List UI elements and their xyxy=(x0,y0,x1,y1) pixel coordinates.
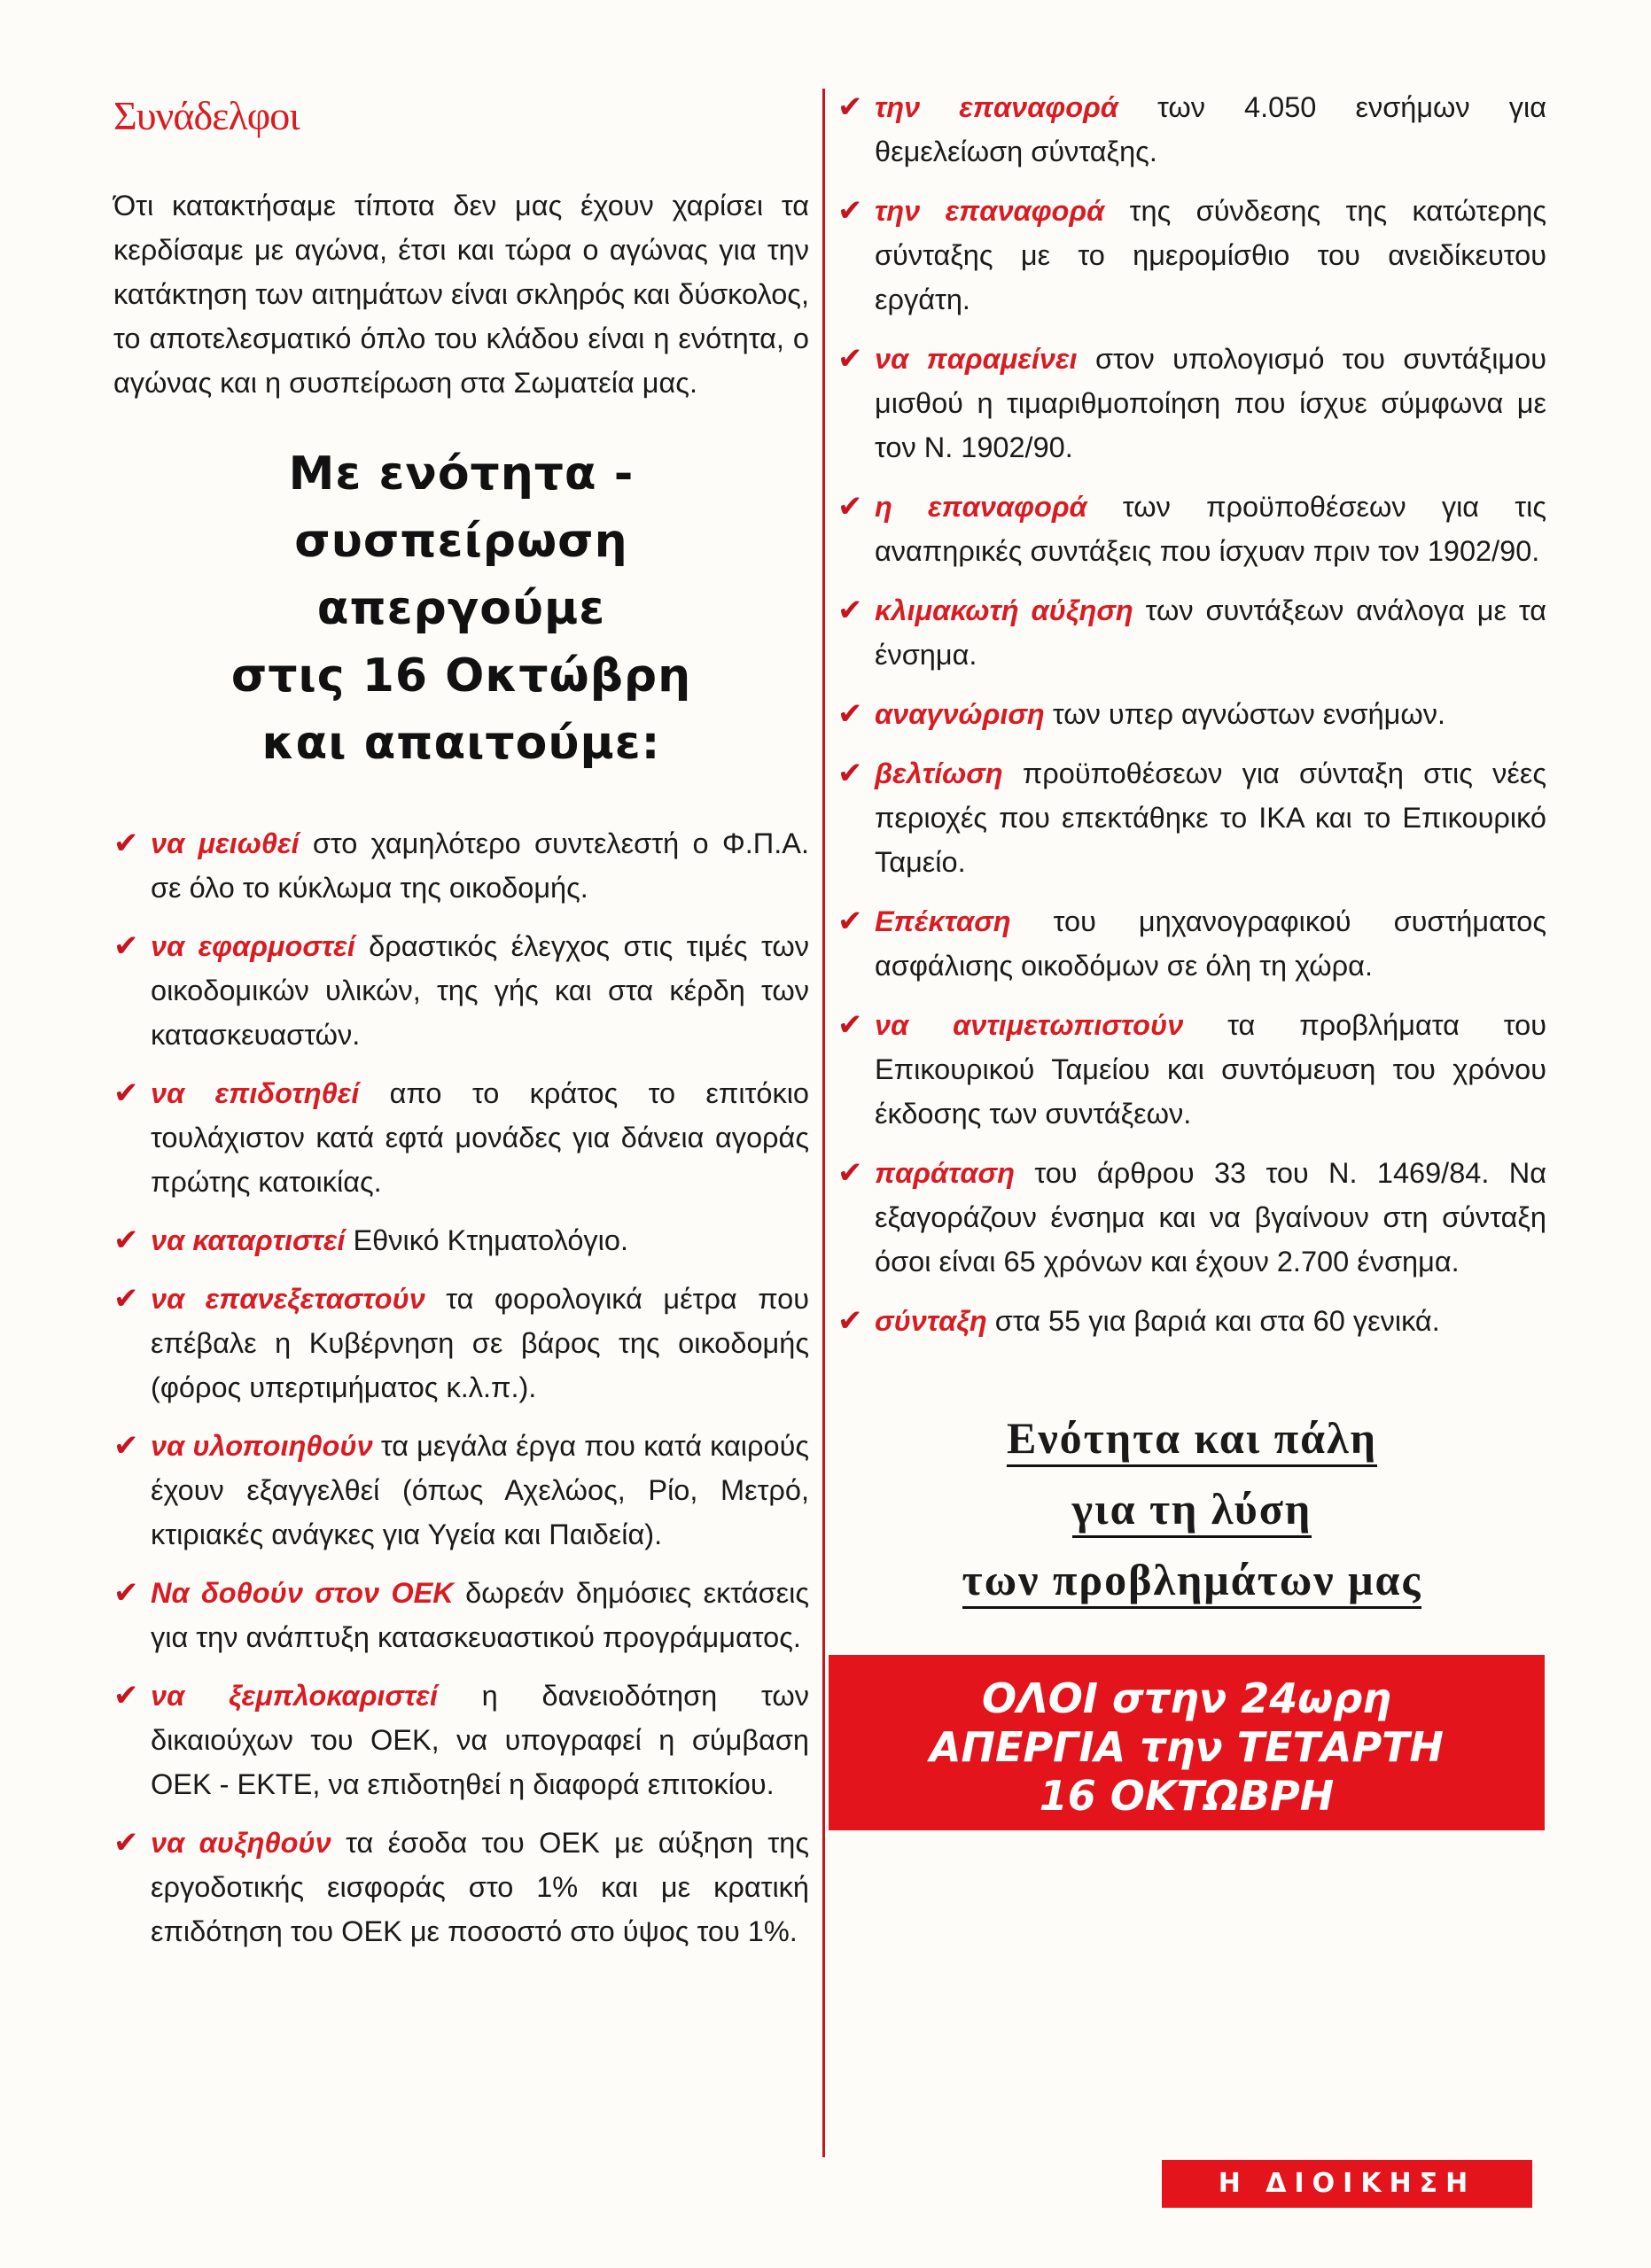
demand-keyword: αναγνώριση xyxy=(875,698,1045,730)
slogan-line: και απαιτούμε: xyxy=(261,717,661,770)
demand-keyword: την επαναφορά xyxy=(875,195,1105,227)
demand-item xyxy=(837,337,1546,470)
slogan-line: Με ενότητα - xyxy=(288,447,635,501)
demand-keyword: να αυξηθούν xyxy=(151,1827,331,1859)
demand-text: η δανειοδότηση των δικαιούχων του ΟΕΚ, να υπογραφεί η σύμβαση ΟΕΚ - ΕΚΤΕ, να επιδοτηθεί η διαφορά επιτοκίου. xyxy=(151,1680,809,1800)
demand-item xyxy=(837,899,1546,988)
demand-keyword: παράταση xyxy=(875,1157,1015,1189)
checkmark-icon: ✔ xyxy=(113,1076,139,1110)
demand-text: τα προβλήματα του Επικουρικού Ταμείου και συντόμευση του χρόνου έκδοσης των συντάξεων. xyxy=(875,1009,1547,1130)
slogan-line: απεργούμε xyxy=(316,582,606,635)
demand-text: δωρεάν δημόσιες εκτάσεις για την ανάπτυξη κατασκευαστικού προγράμματος. xyxy=(151,1577,810,1653)
checkmark-icon: ✔ xyxy=(113,827,139,860)
demand-text: τα φορολογικά μέτρα που επέβαλε η Κυβέρνηση σε βάρος της οικοδομής (φόρος υπερτιμήματος κ.λ.π.). xyxy=(151,1283,810,1403)
checkmark-icon: ✔ xyxy=(113,1576,139,1610)
checkmark-icon: ✔ xyxy=(113,1826,139,1860)
checkmark-icon: ✔ xyxy=(837,90,863,124)
closing-slogan xyxy=(837,1405,1546,1612)
demand-text: στο χαμηλότερο συντελεστή ο Φ.Π.Α. σε όλο το κύκλωμα της οικοδομής. xyxy=(151,827,810,904)
demand-text: της σύνδεσης της κατώτερης σύνταξης με το ημερομίσθιο του ανειδίκευτου εργάτη. xyxy=(875,195,1547,315)
strike-line: ΟΛΟΙ στην 24ωρη xyxy=(982,1674,1391,1722)
demand-text: των συντάξεων ανάλογα με τα ένσημα. xyxy=(875,594,1547,671)
demand-item xyxy=(113,1277,809,1410)
salutation-heading: Συνάδελφοι xyxy=(113,93,300,138)
checkmark-icon: ✔ xyxy=(113,1223,139,1257)
demand-text: απο το κράτος το επιτόκιο τουλάχιστον κατά εφτά μονάδες για δάνεια αγοράς πρώτης κατοικίας. xyxy=(151,1077,810,1198)
demand-item xyxy=(113,1674,809,1806)
demand-item xyxy=(837,1003,1546,1136)
checkmark-icon: ✔ xyxy=(113,929,139,963)
demand-keyword: να εφαρμοστεί xyxy=(151,930,355,962)
checkmark-icon: ✔ xyxy=(837,594,863,627)
checkmark-icon: ✔ xyxy=(113,1679,139,1713)
demand-text: προϋποθέσεων για σύνταξη στις νέες περιοχές που επεκτάθηκε το ΙΚΑ και το Επικουρικό Ταμείο. xyxy=(875,757,1546,878)
intro-paragraph: Ότι κατακτήσαμε τίποτα δεν μας έχουν χαρίσει τα κερδίσαμε με αγώνα, έτσι και τώρα ο αγώνας για την κατάκτηση των αιτημάτων είναι σκληρός και δύσκολος, το αποτελεσματικό όπλο του κλάδου είναι η ενότητα, ο αγώνας και η συσπείρωση στα Σωματεία μας. xyxy=(113,190,809,399)
slogan-line: συσπείρωση xyxy=(294,515,628,568)
demand-keyword: την επαναφορά xyxy=(875,91,1118,123)
demand-item xyxy=(113,821,809,910)
demand-text: τα μεγάλα έργα που κατά καιρούς έχουν εξαγγελθεί (όπως Αχελώος, Ρίο, Μετρό, κτιριακές ανάγκες για Υγεία και Παιδεία). xyxy=(151,1430,810,1550)
checkmark-icon: ✔ xyxy=(837,1156,863,1190)
checkmark-icon: ✔ xyxy=(113,1429,139,1463)
demand-text: των 4.050 ενσήμων για θεμελείωση σύνταξης. xyxy=(875,91,1546,167)
demand-item xyxy=(113,924,809,1057)
demand-text: στον υπολογισμό του συντάξιμου μισθού η τιμαριθμοποίηση που ίσχυε σύμφωνα με τον Ν. 1902/90. xyxy=(875,343,1546,463)
strike-slogan xyxy=(113,440,809,777)
demand-item xyxy=(113,1424,809,1557)
demand-item xyxy=(113,1218,809,1262)
demand-keyword: η επαναφορά xyxy=(875,491,1087,523)
demand-item xyxy=(837,692,1546,736)
demand-keyword: να επανεξεταστούν xyxy=(151,1283,425,1315)
strike-announcement-banner xyxy=(829,1655,1545,1830)
checkmark-icon: ✔ xyxy=(837,1008,863,1042)
checkmark-icon: ✔ xyxy=(837,194,863,228)
demand-keyword: βελτίωση xyxy=(875,757,1003,789)
demand-keyword: να αντιμετωπιστούν xyxy=(875,1009,1184,1041)
demand-keyword: να ξεμπλοκαριστεί xyxy=(151,1680,438,1712)
demand-text: των προϋποθέσεων για τις αναπηρικές συντάξεις που ίσχυαν πριν τον 1902/90. xyxy=(875,491,1547,567)
demand-keyword: σύνταξη xyxy=(875,1305,987,1337)
closing-line: για τη λύση xyxy=(1072,1484,1312,1538)
demand-keyword: Να δοθούν στον ΟΕΚ xyxy=(151,1577,454,1609)
demand-keyword: να καταρτιστεί xyxy=(151,1224,346,1256)
checkmark-icon: ✔ xyxy=(837,697,863,731)
demand-item xyxy=(837,189,1546,322)
demand-text: Εθνικό Κτηματολόγιο. xyxy=(353,1224,628,1256)
demands-list-right xyxy=(837,85,1546,1343)
checkmark-icon: ✔ xyxy=(837,757,863,790)
closing-line: Ενότητα και πάλη xyxy=(1007,1413,1377,1467)
strike-line: ΑΠΕΡΓΙΑ την ΤΕΤΑΡΤΗ xyxy=(929,1723,1445,1771)
left-column xyxy=(113,85,809,1968)
demand-item xyxy=(837,1151,1546,1284)
demand-keyword: να επιδοτηθεί xyxy=(151,1077,360,1109)
demand-keyword: να υλοποιηθούν xyxy=(151,1430,373,1462)
strike-line: 16 ΟΚΤΩΒΡΗ xyxy=(1039,1772,1335,1820)
demand-item xyxy=(113,1571,809,1659)
demand-item xyxy=(113,1071,809,1204)
demand-item xyxy=(113,1821,809,1953)
demand-text: των υπερ αγνώστων ενσήμων. xyxy=(1052,698,1446,730)
checkmark-icon: ✔ xyxy=(113,1282,139,1316)
checkmark-icon: ✔ xyxy=(837,1304,863,1338)
checkmark-icon: ✔ xyxy=(837,905,863,938)
checkmark-icon: ✔ xyxy=(837,490,863,524)
demand-item xyxy=(837,751,1546,884)
checkmark-icon: ✔ xyxy=(837,342,863,376)
demand-item xyxy=(837,588,1546,677)
demand-keyword: Επέκταση xyxy=(875,905,1011,937)
closing-line: των προβλημάτων μας xyxy=(962,1555,1422,1609)
signature-badge: Η ΔΙΟΙΚΗΣΗ xyxy=(1162,2160,1532,2208)
demand-text: του μηχανογραφικού συστήματος ασφάλισης οικοδόμων σε όλη τη χώρα. xyxy=(875,905,1546,982)
column-divider xyxy=(822,89,825,2157)
demand-keyword: να παραμείνει xyxy=(875,343,1078,375)
demand-text: δραστικός έλεγχος στις τιμές των οικοδομικών υλικών, της γής και στα κέρδη των κατασκευαστών. xyxy=(151,930,809,1051)
demand-keyword: να μειωθεί xyxy=(151,827,300,859)
demand-keyword: κλιμακωτή αύξηση xyxy=(875,594,1133,626)
demand-text: στα 55 για βαριά και στα 60 γενικά. xyxy=(994,1305,1440,1337)
demand-item xyxy=(837,85,1546,174)
right-column xyxy=(837,85,1546,1830)
demands-list-left xyxy=(113,821,809,1953)
demand-item xyxy=(837,1299,1546,1343)
demand-text: τα έσοδα του ΟΕΚ με αύξηση της εργοδοτικής εισφοράς στο 1% και με κρατική επιδότηση του ΟΕΚ με ποσοστό στο ύψος του 1%. xyxy=(151,1827,810,1947)
demand-item xyxy=(837,485,1546,573)
slogan-line: στις 16 Οκτώβρη xyxy=(230,649,692,703)
demand-text: του άρθρου 33 του Ν. 1469/84. Να εξαγοράζουν ένσημα και να βγαίνουν στη σύνταξη όσοι είναι 65 χρόνων και έχουν 2.700 ένσημα. xyxy=(875,1157,1546,1278)
